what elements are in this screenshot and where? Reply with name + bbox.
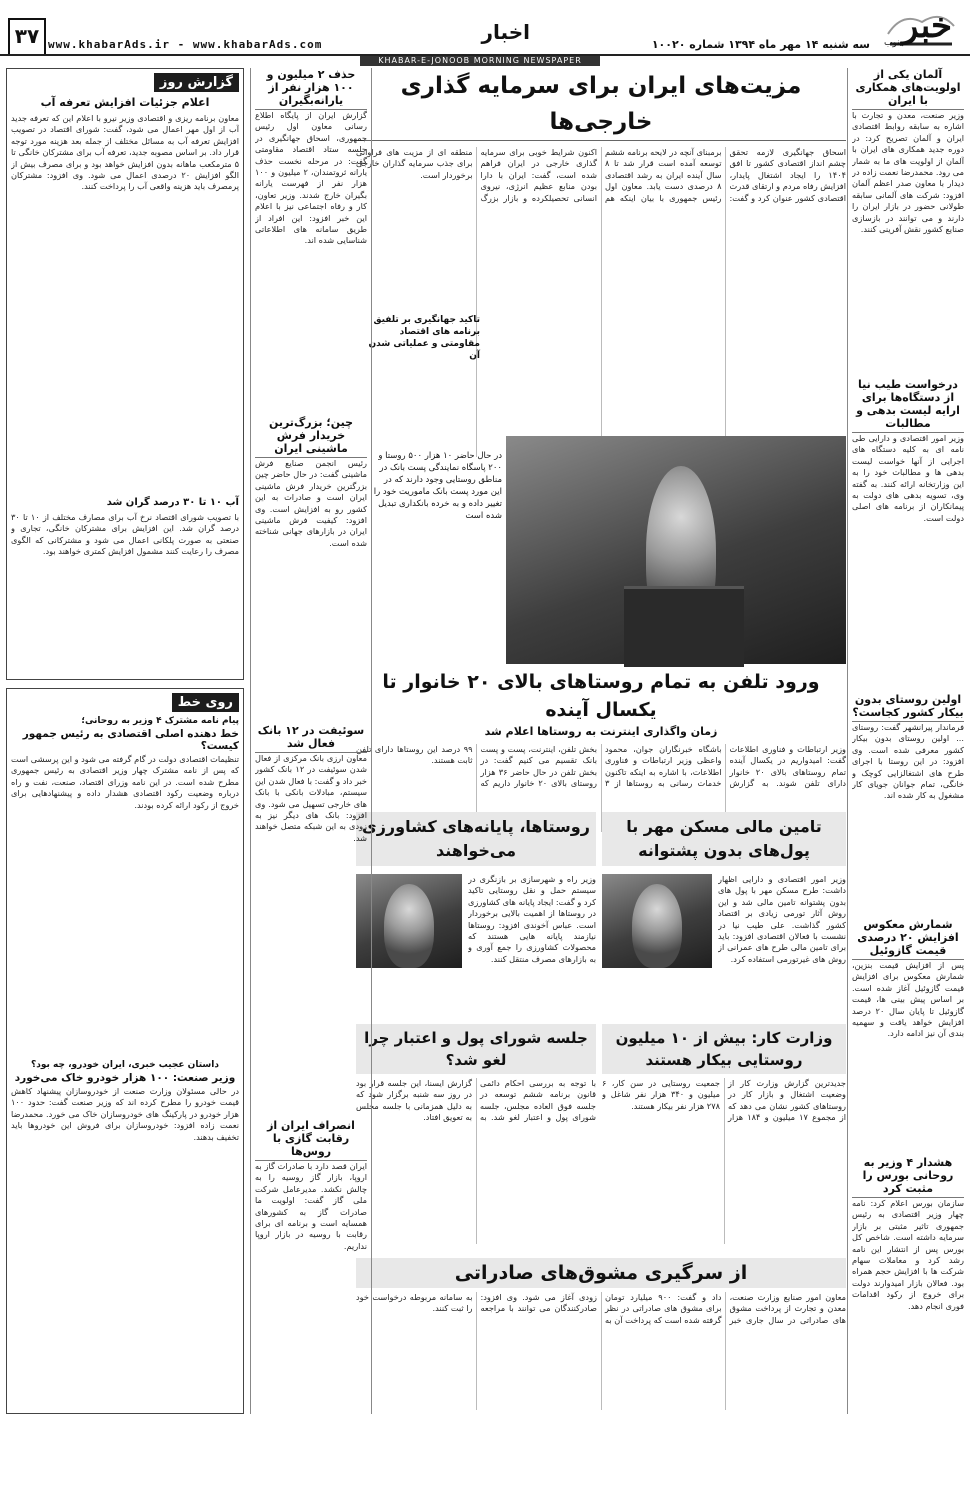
logo [882,4,960,50]
housing-figure [632,884,682,968]
right-item-3 [852,693,964,912]
rk-q1-body: تنظیمات اقتصادی دولت در گام گرفته می شود و این پرسشی است که پس از نامه مشترک چهار وزیر اقتصادی به رئیس جمهوری مطرح شده است. در این نامه وزرای اقتصاد، صنعت، نفت و راه درباره وضعیت رکود اقتصادی هشدار داده و پیشنهادهایی برای خروج از رکود ارائه کرده بودند. [11,754,239,810]
housing-body: وزیر امور اقتصادی و دارایی اظهار داشت: طرح مسکن مهر با پول های بدون پشتوانه تامین مالی شد و این روش آثار تورمی زیادی بر اقتصاد کشور گذاشت. علی طیب نیا در نشست با فعالان اقتصادی افزود: باید برای تامین مالی طرح های عمرانی از روش های غیرتورمی استفاده کرد. [718,874,846,964]
mid-item-2-body: رئیس انجمن صنایع فرش ماشینی گفت: در حال حاضر چین بزرگترین خریدار فرش ماشینی ایران است و صادرات به این کشور رو به افزایش است. وی افزود: کیفیت فرش ماشینی ایران در بازارهای جهانی شناخته شده است. [255,458,367,548]
right-item-1-body: وزیر صنعت، معدن و تجارت با اشاره به سابقه روابط اقتصادی ایران و آلمان تصریح کرد: در دوره جدید همکاری های ایران با آلمان از اولویت های ما به شمار می رود. محمدرضا نعمت زاده در دیدار با معاون صدر اعظم آلمان افزود: شرکت های آلمانی سابقه طولانی حضور در بازار ایران را دارند و می توانند در بازسازی صنایع کشور نقش آفرینی کنند. [852,110,964,235]
mid-item-4-title: انصراف ایران از رقابت گازی با روس‌ها [255,1119,367,1161]
farm-body: وزیر راه و شهرسازی بر بازنگری در سیستم حمل و نقل روستایی تاکید کرد و گفت: ایجاد پایانه های کشاورزی در روستاها از اهمیت بالایی برخوردار است. عباس آخوندی افزود: روستاها نیازمند پایانه هایی هستند که محصولات کشاورزی را جمع آوری و به بازارهای مصرف منتقل کنند. [468,874,596,964]
right-item-5-body: سازمان بورس اعلام کرد: نامه چهار وزیر اقتصادی به رئیس جمهوری تاثیر مثبتی بر بازار سرمایه داشته است. شاخص کل بورس پس از انتشار این نامه رشد کرد و معاملات سهام شرکت ها با افزایش حجم همراه بود. فعالان بازار امیدوارند دولت برای خروج از رکود اقدامات فوری انجام دهد. [852,1198,964,1311]
right-item-4 [852,918,964,1150]
right-column [847,68,964,1414]
report-sub-title: آب ۱۰ تا ۳۰ درصد گران شد [106,497,239,508]
minister-photo [506,436,846,664]
main-headline: مزیت‌های ایران برای سرمایه گذاری خارجی‌ها [356,68,846,141]
right-item-3-title: اولین روستای بدون بیکار کشور کجاست؟ [852,693,964,722]
telecom-body: وزیر ارتباطات و فناوری اطلاعات گفت: امیدواریم در یکسال آینده تمام روستاهای بالای ۲۰ خانوار دارای تلفن شوند. به گزارش باشگاه خبرنگاران جوان، محمود واعظی وزیر ارتباطات و فناوری اطلاعات، با اشاره به اینکه تاکنون خدمات رسانی به روستاها از ۳ بخش تلفن، اینترنت، پست و پست بانک تقسیم می کنیم گفت: در بخش تلفن در حال حاضر ۳۶ هزار روستای بالای ۲۰ خانوار داریم که ۹۹ درصد این روستاها دارای تلفن ثابت هستند. [356,744,846,789]
telecom-headline: ورود تلفن به تمام روستاهای بالای ۲۰ خانوار تا یکسال آینده [382,671,820,721]
exporters-story [356,1258,846,1414]
report-sub-body: با تصویب شورای اقتصاد نرخ آب برای مصارف مختلف از ۱۰ تا ۳۰ درصد گران شد. این افزایش برای مشترکان خانگی، تجاری و صنعتی به صورت پلکانی اعمال می شود و مشترکانی که الگوی مصرف را رعایت کنند مشمول افزایش کمتری خواهند بود. [11,512,239,557]
housing-photo [602,874,712,968]
report-title: اعلام جزئیات افزایش تعرفه آب [40,96,210,109]
right-item-5-title: هشدار ۴ وزیر به روحانی بورس را مثبت کرد [852,1156,964,1198]
rooye-khat-box [6,688,244,1414]
mid-item-1-body: گزارش ایران از پایگاه اطلاع رسانی معاون اول رئیس جمهوری، اسحاق جهانگیری در جلسه ستاد اقتصاد مقاومتی گفت: در مرحله نخست حذف یارانه ثروتمندان، ۲ میلیون و ۱۰۰ هزار نفر از فهرست یارانه بگیران خارج شدند. وزیر تعاون، کار و رفاه اجتماعی نیز با اعلام این خبر افزود: این افراد از طریق سامانه های اطلاعاتی شناسایی شده اند. [255,110,367,246]
mid-item-3-body: معاون ارزی بانک مرکزی از فعال شدن سوئیفت در ۱۲ بانک کشور خبر داد و گفت: با فعال شدن این سیستم، مبادلات بانکی با بانک های خارجی تسهیل می شود. وی افزود: بانک های دیگر نیز به زودی به این شبکه متصل خواهند شد. [255,753,367,843]
mid-item-3-title: سوئیفت در ۱۲ بانک فعال شد [255,724,367,753]
right-item-4-title: شمارش معکوس افزایش ۲۰ درصدی قیمت گازوئیل [852,918,964,960]
right-item-2 [852,378,964,687]
mid-item-2 [255,416,367,718]
housing-story [602,812,846,1018]
mid-item-4-body: ایران قصد دارد با صادرات گاز به اروپا، بازار گاز روسیه را به چالش نکشد. مدیرعامل شرکت ملی گاز گفت: اولویت ما صادرات گاز به کشورهای همسایه است و برنامه ای برای رقابت با روسیه در بازار اروپا نداریم. [255,1161,367,1251]
report-body: معاون برنامه ریزی و اقتصادی وزیر نیرو با اعلام این که تعرفه جدید آب از اول مهر اعمال می شود، گفت: شورای اقتصاد در تصویب افزایش تعرفه آب به مسائل مختلف از جمله بعد هزینه مورد توجه قرار داد. بر اساس مصوبه جدید، تعرفه آب برای مشترکان خانگی تا ۵ مترمکعب ماهانه بدون افزایش خواهد بود و برای مصرف بیش از الگو افزایش ۲۰ درصدی اعمال می شود. وی افزود: مشترکان پرمصرف باید هزینه واقعی آب را پرداخت کنند. [11,113,239,192]
middle-column [250,68,372,1414]
date-line: سه شنبه ۱۴ مهر ماه ۱۳۹۴ شماره ۱۰۰۲۰ [651,38,870,51]
farm-headline: روستاها، پایانه‌های کشاورزی می‌خواهند [356,812,596,866]
podium [624,586,744,667]
mid-item-1 [255,68,367,410]
masthead [0,0,970,65]
right-item-2-body: وزیر امور اقتصادی و دارایی طی نامه ای به کلیه دستگاه های اجرایی از آنها خواست لیست بدهی ها و مطالبات خود را به این وزارتخانه ارائه کنند. به گفته وی، تسویه بدهی های دولت به پیمانکاران از برنامه های اصلی دولت است. [852,433,964,523]
telecom-story [356,668,846,808]
right-item-5 [852,1156,964,1498]
page-number: ۳۷ [8,18,46,56]
report-box [6,68,244,680]
jobs-body: جدیدترین گزارش وزارت کار از وضعیت اشتغال و بازار کار در روستاهای کشور نشان می دهد که از مجموع ۱۷ میلیون و ۱۸۴ هزار جمعیت روستایی در سن کار، ۶ میلیون و ۳۴۰ هزار نفر شاغل و ۲۷۸ هزار نفر بیکار هستند. [602,1078,846,1123]
logo-sub: جنوب [884,38,906,48]
jobs-headline: وزارت کار: بیش از ۱۰ میلیون روستایی بیکار هستند [602,1024,846,1074]
rk-q1-intro: پیام نامه مشترک ۴ وزیر به روحانی؛ [81,716,239,726]
report-tag: گزارش روز [154,73,239,92]
right-item-4-body: پس از افزایش قیمت بنزین، شمارش معکوس برای افزایش قیمت گازوئیل آغاز شده است. بر اساس پیش بینی ها، قیمت گازوئیل تا پایان سال ۲۰ درصد افزایش خواهد یافت و سهمیه بندی آن نیز ادامه دارد. [852,960,964,1039]
housing-headline: تامین مالی مسکن مهر با پول‌های بدون پشتوانه [602,812,846,866]
website: www.khabarAds.ir - www.khabarAds.com [48,38,323,51]
right-item-1 [852,68,964,372]
farm-figure [384,884,434,968]
section-title: اخبار [481,20,530,44]
mid-item-4 [255,1119,367,1421]
main-body: اسحاق جهانگیری لازمه تحقق چشم انداز اقتصادی کشور تا افق ۱۴۰۴ را ایجاد اشتغال پایدار، افزایش رفاه مردم و ارتقای قدرت اقتصادی کشور عنوان کرد و گفت: برمبنای آنچه در لایحه برنامه ششم توسعه آمده است قرار شد تا ۸ سال آینده ایران به رشد اقتصادی ۸ درصدی دست یابد. معاون اول رئیس جمهوری با بیان اینکه هم اکنون شرایط خوبی برای سرمایه گذاری خارجی در ایران فراهم شده است، گفت: ایران با دارا بودن منابع عظیم انرژی، نیروی انسانی تحصیلکرده و بازار بزرگ منطقه ای از مزیت های فراوانی برای جذب سرمایه گذاران خارجی برخوردار است. [356,147,846,203]
logo-text: خبر [901,6,952,46]
rk-q2-title: وزیر صنعت: ۱۰۰ هزار خودرو خاک می‌خورد [14,1072,236,1084]
right-item-3-body: فرماندار پیرانشهر گفت: روستای ... اولین روستای بدون بیکار کشور معرفی شده است. وی افزود: در این روستا با اجرای طرح های اشتغالزایی کوچک و خانگی، تمام جوانان جویای کار مشغول به کار شده اند. [852,722,964,801]
mid-item-2-title: چین؛ بزرگ‌ترین خریدار فرش ماشینی ایران [255,416,367,458]
rooye-khat-tag: روی خط [172,693,239,712]
main-story [356,68,846,428]
right-item-1-title: آلمان یکی از اولویت‌های همکاری با ایران [852,68,964,110]
exporters-headline: از سرگیری مشوق‌های صادراتی [356,1258,846,1288]
farm-story [356,812,596,1018]
main-subhead: تاکید جهانگیری بر تلفیق برنامه های اقتصاد مقاومتی و عملیاتی شدن آن [368,315,480,361]
rk-q2-intro: داستان عجیب خبری، ایران خودرو، چه بود؟ [31,1060,219,1070]
council-body: با توجه به بررسی احکام دائمی قانون برنامه ششم توسعه در جلسه فوق العاده مجلس، جلسه شورای پول و اعتبار لغو شد. به گزارش ایسنا، این جلسه قرار بود در روز سه شنبه برگزار شود که به دلیل همزمانی با جلسه مجلس به تعویق افتاد. [356,1078,596,1123]
rk-q1-title: خط دهنده اصلی اقتصادی به رئیس جمهور کیست؟ [22,728,239,752]
exporters-body: معاون امور صنایع وزارت صنعت، معدن و تجارت از پرداخت مشوق های صادراتی در سال جاری خبر داد و گفت: ۹۰۰ میلیارد تومان برای مشوق های صادراتی در نظر گرفته شده است که پرداخت آن به زودی آغاز می شود. وی افزود: صادرکنندگان می توانند با مراجعه به سامانه مربوطه درخواست خود را ثبت کنند. [356,1292,846,1325]
mid-item-3 [255,724,367,1113]
mid-item-1-title: حذف ۲ میلیون و ۱۰۰ هزار نفر از یارانه‌بگیران [255,68,367,110]
right-item-2-title: درخواست طیب نیا از دستگاه‌ها برای ارایه لیست بدهی و مطالبات [852,378,964,433]
council-headline: جلسه شورای پول و اعتبار چرا لغو شد؟ [356,1024,596,1074]
rk-q2-body: در حالی مسئولان وزارت صنعت از خودروسازان پیشنهاد کاهش قیمت خودرو را مطرح کرده اند که وزیر صنعت گفت: حدود ۱۰۰ هزار خودرو در پارکینگ های خودروسازان خاک می خورد. محمدرضا نعمت زاده افزود: خودروسازان برای فروش این خودروها باید تخفیف بدهند. [11,1086,239,1142]
masthead-band: KHABAR-E-JONOOB MORNING NEWSPAPER [360,56,600,66]
telecom-subhead: زمان واگذاری اینترنت به روستاها اعلام شد [484,725,718,738]
council-story [356,1024,596,1252]
photo-caption: در حال حاضر ۱۰ هزار ۵۰۰ روستا و ۲۰۰ پاسگاه نمایندگی پست بانک در مناطق روستایی وجود دارند که در این مورد پست بانک ماموریت خود را تغییر داده و به خرده بانکداری تبدیل شده است [373,451,502,521]
jobs-story [602,1024,846,1252]
